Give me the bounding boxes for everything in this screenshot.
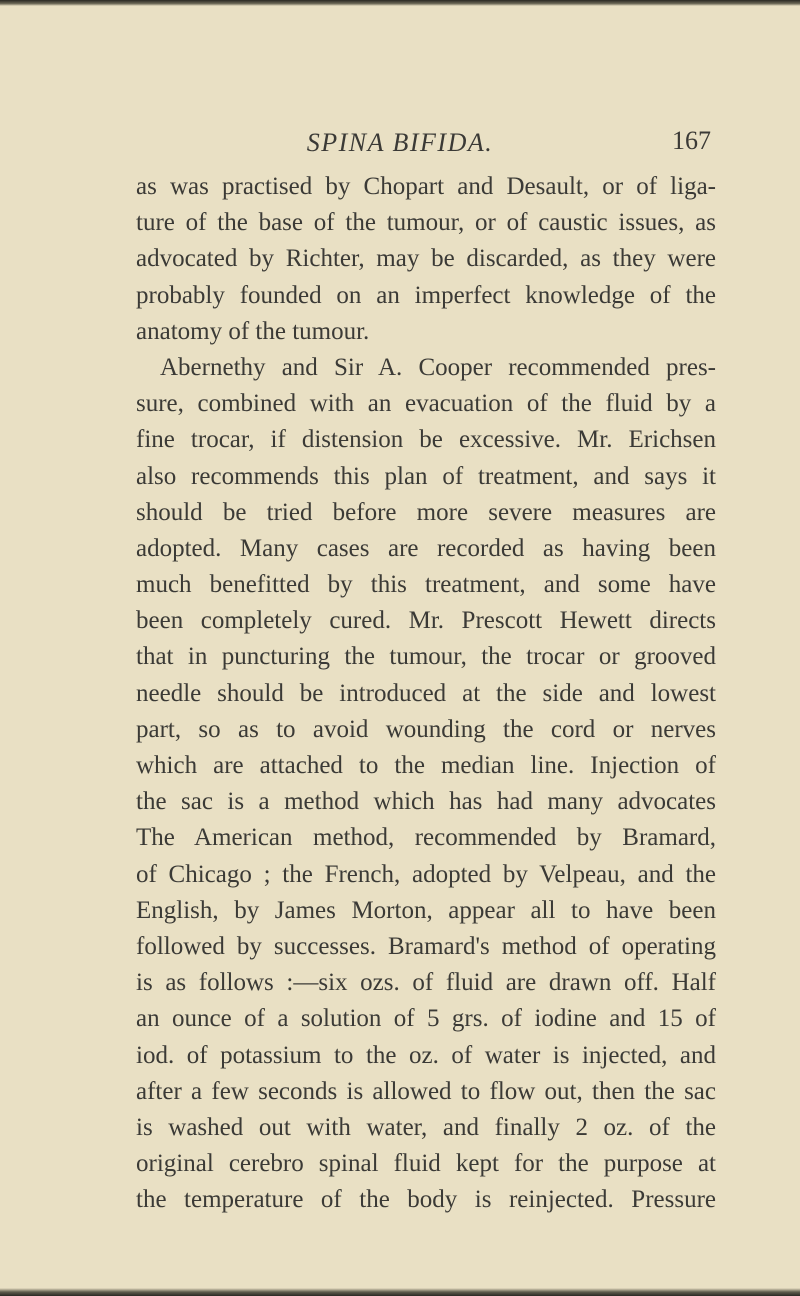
text-line: advocated by Richter, may be discarded, as they were (136, 245, 716, 273)
text-line: as was practised by Chopart and Desault, or of liga- (136, 173, 716, 200)
text-line: anatomy of the tumour. (136, 317, 370, 345)
text-line: iod. of potassium to the oz. of water is injected, and (136, 1041, 716, 1069)
text-line: adopted. Many cases are recorded as having been (136, 534, 716, 562)
running-head (0, 120, 800, 160)
text-line: is as follows :—six ozs. of fluid are drawn off. Half (136, 969, 716, 997)
page-number: 167 (672, 126, 711, 155)
page-bottom-edge (0, 1288, 800, 1296)
text-line: also recommends this plan of treatment, and says it (136, 462, 716, 490)
text-line: needle should be introduced at the side and lowest (136, 679, 716, 707)
text-line: an ounce of a solution of 5 grs. of iodine and 15 of (136, 1005, 716, 1033)
text-line: part, so as to avoid wounding the cord or nerves (136, 715, 716, 743)
text-line: original cerebro spinal fluid kept for the purpose at (136, 1150, 716, 1178)
text-line: the temperature of the body is reinjected. Pressure (136, 1186, 716, 1214)
text-line: ture of the base of the tumour, or of caustic issues, as (136, 209, 716, 237)
text-line: Abernethy and Sir A. Cooper recommended pres- (160, 353, 716, 381)
text-line: that in puncturing the tumour, the trocar or grooved (136, 643, 716, 671)
text-line: should be tried before more severe measures are (136, 498, 716, 526)
text-line: The American method, recommended by Bramard, (136, 824, 716, 852)
text-line: probably founded on an imperfect knowledge of the (136, 281, 716, 309)
text-line: much benefitted by this treatment, and some have (136, 571, 716, 599)
text-line: is washed out with water, and finally 2 oz. of the (136, 1113, 716, 1141)
text-line: English, by James Morton, appear all to have been (136, 896, 716, 924)
text-line: which are attached to the median line. Injection of (136, 752, 716, 779)
text-line: of Chicago ; the French, adopted by Velpeau, and the (136, 860, 716, 888)
running-title: SPINA BIFIDA. (306, 128, 494, 157)
text-line: the sac is a method which has had many advocates (136, 788, 716, 816)
body-text (136, 169, 716, 1218)
text-line: followed by successes. Bramard's method of operating (136, 932, 716, 960)
text-line: fine trocar, if distension be excessive. Mr. Erichsen (136, 426, 716, 454)
text-line: been completely cured. Mr. Prescott Hewett directs (136, 607, 716, 635)
text-line: sure, combined with an evacuation of the fluid by a (136, 390, 716, 418)
text-line: after a few seconds is allowed to flow out, then the sac (136, 1077, 716, 1105)
